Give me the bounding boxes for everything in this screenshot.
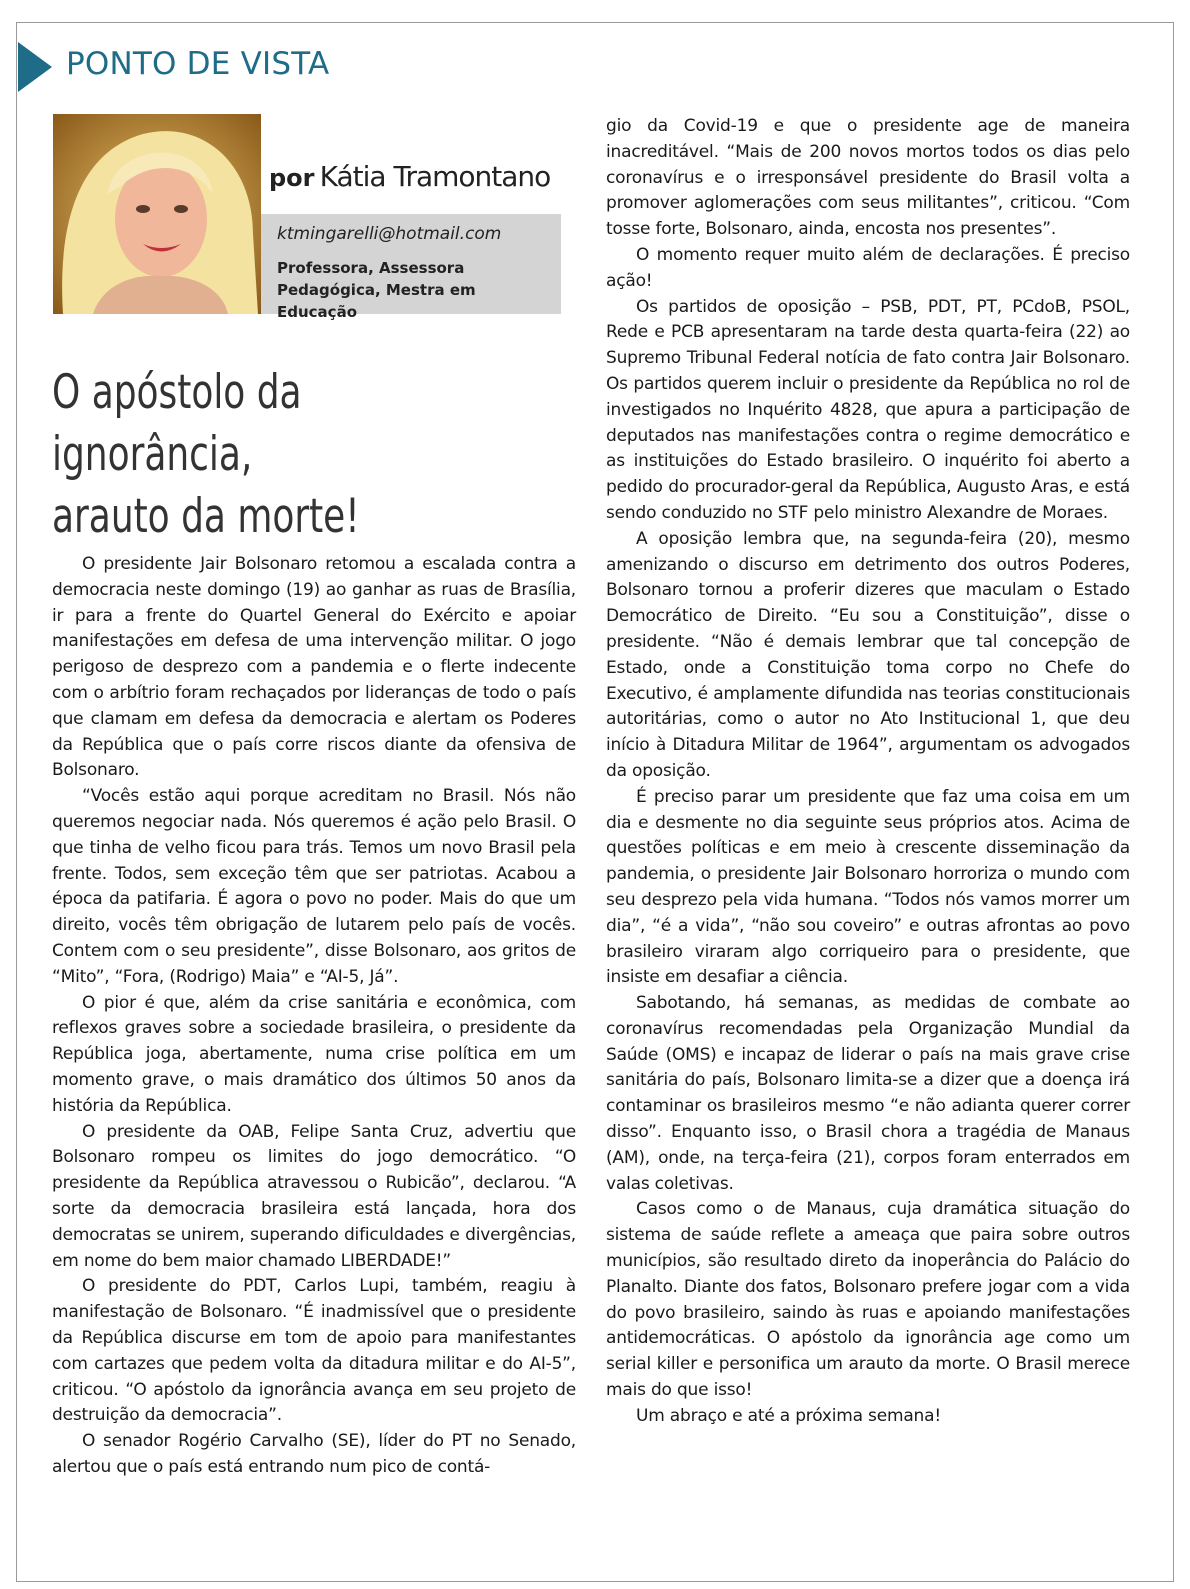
section-arrow-icon [18,42,52,92]
paragraph: “Vocês estão aqui porque acreditam no Brasil. Nós não queremos negociar nada. Nós queremos é ação pelo Brasil. O que tinha de velho ficou para trás. Temos um novo Brasil pela frente. Todos, sem exceção têm que ser patriotas. Acabou a época da patifaria. É agora o povo no poder. Mais do que um direito, vocês têm obrigação de lutarem pelo país de vocês. Contem com o seu presidente”, disse Bolsonaro, aos gritos de “Mito”, “Fora, (Rodrigo) Maia” e “AI-5, Já”. [52,786,576,987]
paragraph: gio da Covid-19 e que o presidente age de maneira inacreditável. “Mais de 200 novos mortos todos os dias pelo coronavírus e o irresponsável presidente do Brasil volta a promover aglomerações com seus militantes”, criticou. “Com tosse forte, Bolsonaro, ainda, encosta nos presentes”. [606,116,1130,240]
paragraph: Sabotando, há semanas, as medidas de combate ao coronavírus recomendadas pela Organização Mundial da Saúde (OMS) e incapaz de liderar o país na mais grave crise sanitária do país, Bolsonaro limita-se a dizer que a doença irá contaminar os brasileiros mesmo “e não adianta querer correr disso”. Enquanto isso, o Brasil chora a tragédia de Manaus (AM), onde, na terça-feira (21), corpos foram enterrados em valas coletivas. [606,993,1130,1194]
author-prefix: por [269,164,315,192]
paragraph: O momento requer muito além de declarações. É preciso ação! [606,244,1130,291]
paragraph: Um abraço e até a próxima semana! [636,1405,941,1426]
paragraph: Os partidos de oposição – PSB, PDT, PT, PCdoB, PSOL, Rede e PCB apresentaram na tarde desta quarta-feira (22) ao Supremo Tribunal Federal notícia de fato contra Jair Bolsonaro. Os partidos querem incluir o presidente da República no rol de investigados no Inquérito 4828, que apura a participação de deputados nas manifestações contra o regime democrático e as instituições do Estado brasileiro. O inquérito foi aberto a pedido do procurador-geral da República, Augusto Aras, e está sendo conduzido no STF pelo ministro Alexandre de Moraes. [606,296,1130,523]
author-photo [53,114,261,314]
article-column-left [52,552,576,1481]
headline-line: arauto da morte! [52,489,360,544]
section-title: PONTO DE VISTA [66,46,330,82]
paragraph: O presidente do PDT, Carlos Lupi, também, reagiu à manifestação de Bolsonaro. “É inadmissível que o presidente da República discurse em tom de apoio para manifestantes com cartazes que pedem volta da ditadura militar e do AI-5”, criticou. “O apóstolo da ignorância avança em seu projeto de destruição da democracia”. [52,1276,576,1426]
article-column-right [606,114,1130,1430]
author-name: Kátia Tramontano [319,160,551,193]
paragraph: O senador Rogério Carvalho (SE), líder do PT no Senado, alertou que o país está entrando num pico de contá- [52,1431,576,1477]
author-role [277,257,557,323]
paragraph: Casos como o de Manaus, cuja dramática situação do sistema de saúde reflete a ameaça que paira sobre outros municípios, são resultado direto da inoperância do Palácio do Planalto. Diante dos fatos, Bolsonaro prefere jogar com a vida do povo brasileiro, saindo às ruas e apoiando manifestações antidemocráticas. O apóstolo da ignorância age como um serial killer e personifica um arauto da morte. O Brasil merece mais do que isso! [606,1199,1130,1401]
paragraph: A oposição lembra que, na segunda-feira (20), mesmo amenizando o discurso em detrimento dos outros Poderes, Bolsonaro tornou a proferir dizeres que maculam o Estado Democrático de Direito. “Eu sou a Constituição”, disse o presidente. “Não é demais lembrar que tal concepção de Estado, onde a Constituição toma corpo no Chefe do Executivo, é amplamente difundida nas teorias constitucionais autoritárias, como o autor no Ato Institucional 1, que deu início à Ditadura Militar de 1964”, argumentam os advogados da oposição. [606,528,1130,781]
paragraph: O presidente Jair Bolsonaro retomou a escalada contra a democracia neste domingo (19) ao ganhar as ruas de Brasília, ir para a frente do Quartel General do Exército e apoiar manifestações em defesa de uma intervenção militar. O jogo perigoso de desprezo com a pandemia e o flerte indecente com o arbítrio foram rechaçados por lideranças de todo o país que clamam em defesa da democracia e alertam os Poderes da República que o país corre riscos diante da ofensiva de Bolsonaro. [52,554,576,781]
headline-line: O apóstolo da ignorância, [52,365,302,482]
author-role-line: Pedagógica, Mestra em Educação [277,281,476,321]
author-email[interactable]: ktmingarelli@hotmail.com [277,224,502,244]
headline [52,362,511,548]
paragraph: É preciso parar um presidente que faz uma coisa em um dia e desmente no dia seguinte seus próprios atos. Acima de questões políticas e em meio à crescente disseminação da pandemia, o presidente Jair Bolsonaro horroriza o mundo com seu desprezo pela vida humana. “Todos nós vamos morrer um dia”, “é a vida”, “não sou coveiro” e outras afrontas ao povo brasileiro viraram algo corriqueiro para o presidente, que insiste em desafiar a ciência. [606,786,1130,988]
author-role-line: Professora, Assessora [277,259,465,277]
paragraph: O pior é que, além da crise sanitária e econômica, com reflexos graves sobre a sociedade brasileira, o presidente da República joga, abertamente, numa crise política em um momento grave, o mais dramático dos últimos 50 anos da história da República. [52,992,576,1116]
author-byline [269,160,550,193]
paragraph: O presidente da OAB, Felipe Santa Cruz, advertiu que Bolsonaro rompeu os limites do jogo democrático. “O presidente da República atravessou o Rubicão”, declarou. “A sorte da democracia brasileira está lançada, hora dos democratas se unirem, superando dificuldades e divergências, em nome do bem maior chamado LIBERDADE!” [52,1121,576,1271]
